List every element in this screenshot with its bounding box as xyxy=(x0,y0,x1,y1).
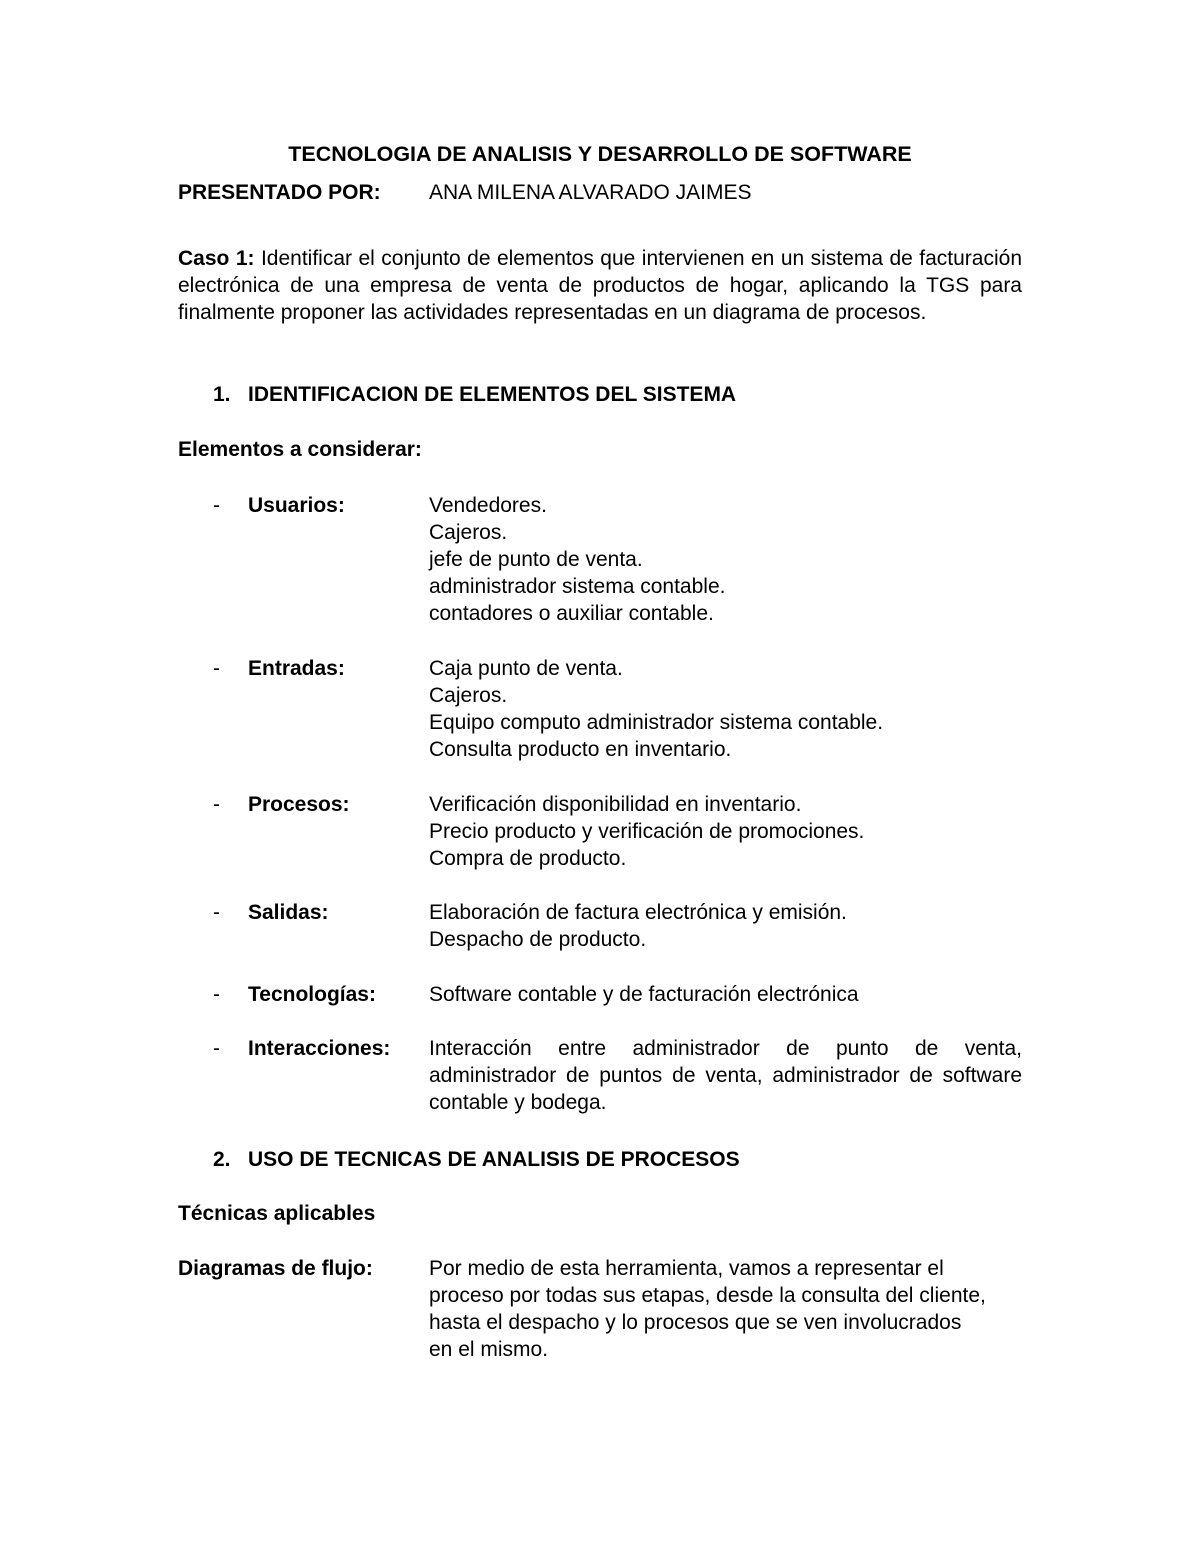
list-dash: - xyxy=(213,657,220,680)
list-dash: - xyxy=(213,494,220,517)
section-2-number: 2. xyxy=(213,1148,231,1171)
element-value: Cajeros. xyxy=(429,684,508,707)
case-text: Identificar el conjunto de elementos que intervienen en un sistema de facturación electrónica de una empresa de venta de productos de hogar, aplicando la TGS para finalmente proponer las actividades representadas en un diagrama de procesos. xyxy=(178,247,1023,324)
element-value: Despacho de producto. xyxy=(429,928,647,951)
element-value: Cajeros. xyxy=(429,521,508,544)
section-1-title: IDENTIFICACION DE ELEMENTOS DEL SISTEMA xyxy=(248,383,737,406)
element-value: Verificación disponibilidad en inventario. xyxy=(429,793,802,816)
list-dash: - xyxy=(213,983,220,1006)
section-2-heading xyxy=(213,1146,740,1173)
section-2-title: USO DE TECNICAS DE ANALISIS DE PROCESOS xyxy=(248,1148,740,1171)
element-label: Procesos: xyxy=(248,793,350,816)
elements-heading: Elementos a considerar: xyxy=(178,438,422,461)
element-label: Interacciones: xyxy=(248,1037,391,1060)
section-1-number: 1. xyxy=(213,383,231,406)
list-dash: - xyxy=(213,901,220,924)
flow-diagrams-text: Por medio de esta herramienta, vamos a representar el proceso por todas sus etapas, desde la consulta del cliente, hasta el despacho y lo procesos que se ven involucrados en el mismo. xyxy=(429,1257,986,1361)
document-title: TECNOLOGIA DE ANALISIS Y DESARROLLO DE SOFTWARE xyxy=(288,142,912,166)
list-dash: - xyxy=(213,793,220,816)
presented-by-label: PRESENTADO POR: xyxy=(178,181,381,204)
element-value: Caja punto de venta. xyxy=(429,657,623,680)
element-label: Tecnologías: xyxy=(248,983,376,1006)
element-value: Elaboración de factura electrónica y emisión. xyxy=(429,901,847,924)
presented-by xyxy=(178,179,752,206)
element-label: Usuarios: xyxy=(248,494,345,517)
element-value: Equipo computo administrador sistema contable. xyxy=(429,711,884,734)
section-1-heading xyxy=(213,381,736,408)
element-value: administrador sistema contable. xyxy=(429,575,726,598)
list-dash: - xyxy=(213,1037,220,1060)
element-value: Compra de producto. xyxy=(429,847,627,870)
techniques-heading: Técnicas aplicables xyxy=(178,1202,376,1225)
element-value: Consulta producto en inventario. xyxy=(429,738,732,761)
element-value: Software contable y de facturación electrónica xyxy=(429,983,859,1006)
flow-diagrams-label: Diagramas de flujo: xyxy=(178,1257,373,1280)
element-value: contadores o auxiliar contable. xyxy=(429,602,714,625)
element-value: Interacción entre administrador de punto de venta, administrador de puntos de venta, administrador de software contable y bodega. xyxy=(429,1037,1022,1114)
element-label: Salidas: xyxy=(248,901,329,924)
element-label: Entradas: xyxy=(248,657,345,680)
case-label: Caso 1: xyxy=(178,247,255,270)
element-value: jefe de punto de venta. xyxy=(429,548,643,571)
element-value: Precio producto y verificación de promociones. xyxy=(429,820,865,843)
case-description xyxy=(178,245,1022,326)
element-value: Vendedores. xyxy=(429,494,547,517)
presented-by-name: ANA MILENA ALVARADO JAIMES xyxy=(429,181,752,204)
